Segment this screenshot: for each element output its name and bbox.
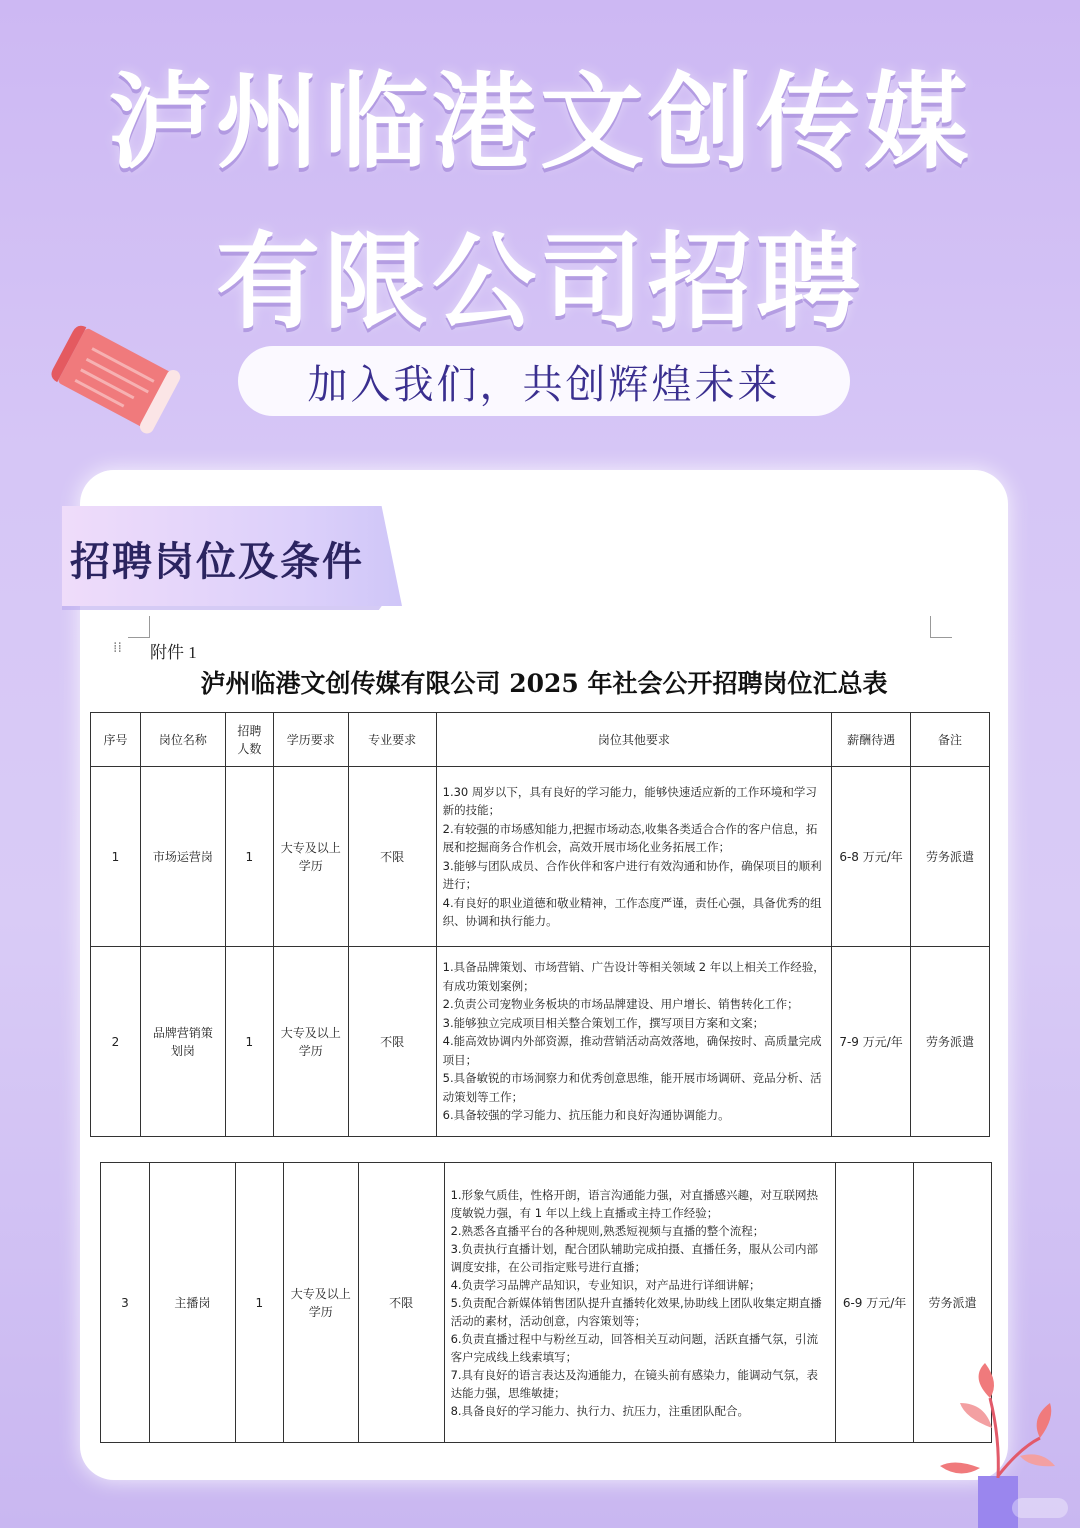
subtitle-pill bbox=[238, 346, 850, 416]
cell-no: 1 bbox=[91, 767, 141, 947]
requirement-item: 2.有较强的市场感知能力,把握市场动态,收集各类适合合作的客户信息，拓展和挖掘商务合作机会，高效开展市场化业务拓展工作； bbox=[442, 821, 818, 854]
requirement-item: 3.能够独立完成项目相关整合策划工作，撰写项目方案和文案； bbox=[442, 1015, 765, 1030]
requirement-item: 4.能高效协调内外部资源，推动营销活动高效落地，确保按时、高质量完成项目； bbox=[442, 1034, 822, 1067]
cell-position: 主播岗 bbox=[149, 1163, 235, 1443]
drag-handle-icon: ⁞⁞ bbox=[113, 640, 122, 656]
requirement-item: 2.熟悉各直播平台的各种规则,熟悉短视频与直播的整个流程； bbox=[450, 1223, 765, 1238]
header-cell: 薪酬待遇 bbox=[832, 713, 911, 767]
requirement-item: 4.负责学习品牌产品知识，专业知识，对产品进行详细讲解； bbox=[450, 1277, 761, 1292]
header-cell: 岗位名称 bbox=[140, 713, 225, 767]
jobs-table-continued bbox=[100, 1162, 992, 1443]
watermark-badge bbox=[1012, 1498, 1068, 1518]
cell-note: 劳务派遣 bbox=[911, 947, 990, 1137]
cell-requirements bbox=[436, 947, 832, 1137]
table-row bbox=[91, 947, 990, 1137]
header-cell: 岗位其他要求 bbox=[436, 713, 832, 767]
header-cell: 学历要求 bbox=[273, 713, 348, 767]
cell-major: 不限 bbox=[348, 767, 436, 947]
cell-count: 1 bbox=[225, 947, 273, 1137]
document-title: 泸州临港文创传媒有限公司 2025 年社会公开招聘岗位汇总表 bbox=[200, 669, 888, 698]
header-cell: 序号 bbox=[91, 713, 141, 767]
main-title-line1: 泸州临港文创传媒 bbox=[107, 61, 972, 183]
cell-education: 大专及以上学历 bbox=[273, 947, 348, 1137]
requirement-item: 5.具备敏锐的市场洞察力和优秀创意思维，能开展市场调研、竞品分析、活动策划等工作； bbox=[442, 1071, 822, 1104]
cell-requirements bbox=[444, 1163, 836, 1443]
cell-major: 不限 bbox=[358, 1163, 444, 1443]
cell-requirements bbox=[436, 767, 832, 947]
requirement-item: 2.负责公司宠物业务板块的市场品牌建设、用户增长、销售转化工作； bbox=[442, 997, 799, 1012]
corner-mark bbox=[930, 616, 952, 638]
cell-position: 市场运营岗 bbox=[140, 767, 225, 947]
requirement-item: 1.具备品牌策划、市场营销、广告设计等相关领域 2 年以上相关工作经验，有成功策划案例； bbox=[442, 960, 825, 993]
cell-salary: 6-9 万元/年 bbox=[836, 1163, 914, 1443]
requirement-item: 3.负责执行直播计划，配合团队辅助完成拍摄、直播任务，服从公司内部调度安排，在公司指定账号进行直播； bbox=[450, 1241, 819, 1274]
annex-label: 附件 1 bbox=[150, 643, 197, 662]
cell-salary: 6-8 万元/年 bbox=[832, 767, 911, 947]
requirement-item: 3.能够与团队成员、合作伙伴和客户进行有效沟通和协作，确保项目的顺利进行； bbox=[442, 858, 822, 891]
table-row bbox=[91, 767, 990, 947]
corner-mark bbox=[128, 616, 150, 638]
requirement-item: 1.30 周岁以下，具有良好的学习能力，能够快速适应新的工作环境和学习新的技能； bbox=[442, 784, 817, 817]
scroll-decoration-icon bbox=[40, 325, 190, 435]
cell-no: 3 bbox=[101, 1163, 150, 1443]
header-cell: 招聘人数 bbox=[225, 713, 273, 767]
table-header-row bbox=[91, 713, 990, 767]
cell-count: 1 bbox=[235, 1163, 283, 1443]
requirement-item: 7.具有良好的语言表达及沟通能力，在镜头前有感染力，能调动气氛，表达能力强，思维敏捷； bbox=[450, 1367, 819, 1400]
header-cell: 备注 bbox=[911, 713, 990, 767]
cell-education: 大专及以上学历 bbox=[273, 767, 348, 947]
cell-note: 劳务派遣 bbox=[914, 1163, 992, 1443]
cell-salary: 7-9 万元/年 bbox=[832, 947, 911, 1137]
cell-position: 品牌营销策划岗 bbox=[140, 947, 225, 1137]
requirement-item: 4.有良好的职业道德和敬业精神，工作态度严谨，责任心强，具备优秀的组织、协调和执行能力。 bbox=[442, 895, 822, 928]
requirement-item: 5.负责配合新媒体销售团队提升直播转化效果,协助线上团队收集定期直播活动的素材，活动创意，内容策划等； bbox=[450, 1295, 822, 1328]
requirement-item: 6.负责直播过程中与粉丝互动，回答相关互动问题，活跃直播气氛，引流客户完成线上线索填写； bbox=[450, 1331, 819, 1364]
section-title: 招聘岗位及条件 bbox=[70, 539, 364, 585]
cell-no: 2 bbox=[91, 947, 141, 1137]
cell-major: 不限 bbox=[348, 947, 436, 1137]
table-row bbox=[101, 1163, 992, 1443]
main-title-line2: 有限公司招聘 bbox=[215, 221, 864, 343]
jobs-table bbox=[90, 712, 990, 1137]
requirement-item: 6.具备较强的学习能力、抗压能力和良好沟通协调能力。 bbox=[442, 1108, 730, 1123]
requirement-item: 1.形象气质佳，性格开朗，语言沟通能力强，对直播感兴趣，对互联网热度敏锐力强，有 1 年以上线上直播或主持工作经验； bbox=[450, 1187, 819, 1220]
cell-count: 1 bbox=[225, 767, 273, 947]
header-cell: 专业要求 bbox=[348, 713, 436, 767]
cell-education: 大专及以上学历 bbox=[283, 1163, 358, 1443]
requirement-item: 8.具备良好的学习能力、执行力、抗压力，注重团队配合。 bbox=[450, 1403, 750, 1418]
subtitle-text: 加入我们，共创辉煌未来 bbox=[307, 361, 781, 408]
cell-note: 劳务派遣 bbox=[911, 767, 990, 947]
